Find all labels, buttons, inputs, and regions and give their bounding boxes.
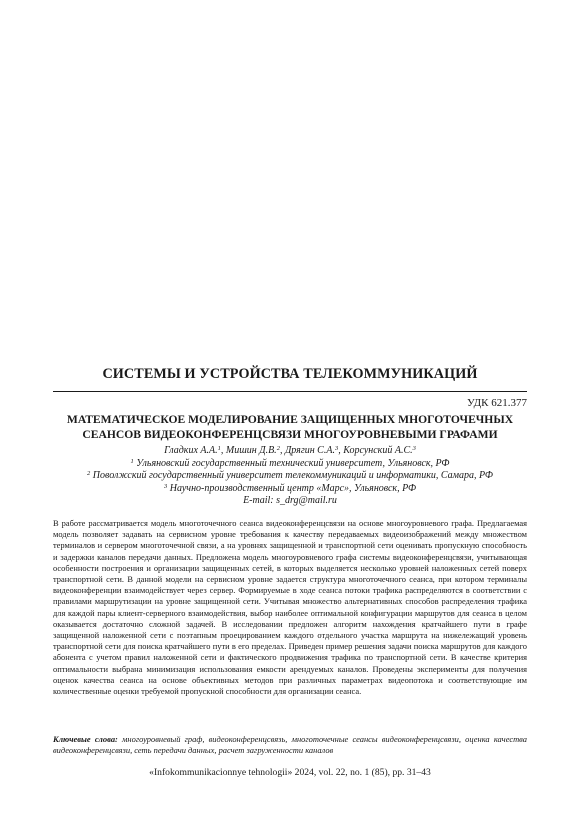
affiliation: [53, 470, 527, 483]
keywords: [53, 734, 527, 756]
keywords-text: многоуровневый граф, видеоконференцсвязь, многоточечные сеансы видеоконференцсвязи, оценка качества видеоконференцсвязи, сеть передачи данных, расчет загруженности каналов: [53, 734, 527, 756]
author-name: Дрягин С.А.: [284, 445, 335, 456]
author-affiliation-mark: 2: [276, 445, 280, 452]
affiliation-mark: 2: [87, 470, 91, 478]
contact-email: E-mail: s_drg@mail.ru: [243, 495, 337, 507]
author-affiliation-mark: 3: [334, 445, 339, 452]
affiliation-text: Ульяновский государственный технический университет, Ульяновск, РФ: [136, 457, 450, 469]
author-list: Гладких А.А.$^1$, Мишин Д.В.$^2$, Дрягин С.А.$^3$, Корсунский А.С.$^3$: [164, 445, 416, 456]
affiliation: [53, 483, 527, 496]
affiliation-mark: 3: [164, 482, 168, 490]
affiliation-text: Научно-производственный центр «Марс», Ульяновск, РФ: [169, 482, 416, 494]
author-affiliation-mark: 3: [412, 445, 416, 452]
article-title: [53, 413, 527, 442]
keywords-label: Ключевые слова:: [53, 734, 118, 744]
section-divider: [53, 391, 527, 392]
article-title-line-1: МАТЕМАТИЧЕСКОЕ МОДЕЛИРОВАНИЕ ЗАЩИЩЕННЫХ МНОГОТОЧЕЧНЫХ: [66, 413, 514, 426]
udk-code: УДК 621.377: [466, 397, 527, 409]
affiliation: [53, 458, 527, 471]
author-name: Гладких А.А.: [164, 445, 218, 456]
author-name: Корсунский А.С.: [343, 445, 413, 456]
journal-citation: «Infokommunikacionnye tehnologii» 2024, vol. 22, no. 1 (85), pp. 31–43: [149, 767, 431, 778]
section-heading: СИСТЕМЫ И УСТРОЙСТВА ТЕЛЕКОММУНИКАЦИЙ: [102, 366, 478, 382]
authors-block: [53, 445, 527, 508]
affiliation-mark: 1: [130, 457, 134, 465]
author-affiliation-mark: 1: [217, 445, 221, 452]
author-name: Мишин Д.В.: [225, 445, 277, 456]
affiliation-text: Поволжский государственный университет телекоммуникаций и информатики, Самара, РФ: [92, 470, 493, 482]
abstract-text: В работе рассматривается модель многоточечного сеанса видеоконференцсвязи на основе многоуровневого графа. Предлагаемая модель позволяет задавать на сервисном уровне требования к качеству передаваемых видеоизображений между множеством терминалов и сервером многоточечной связи, а на уровнях защищенной и транспортной сети оценивать пропускную способность и задержки каналов передачи данных. Предложена модель многоуровневого графа системы видеоконференцсвязи, учитывающая особенности построения и организации защищенных сетей, в которых выделяется несколько уровней наложенных сетей поверх транспортной сети. В данной модели на сервисном уровне задается структура многоточечного сеанса, при котором терминалы видеоконференции взаимодействует через сервер. Формируемые в ходе сеанса потоки трафика распределяются в соответствии с правилами маршрутизации на уровне защищенной сети. Учитывая множество альтернативных способов распределения трафика для каждой пары клиент-серверного взаимодействия, выбор наиболее оптимальной конфигурации маршрутов для сеанса в целом оказывается достаточно сложной задачей. В исследовании предложен алгоритм нахождения кратчайшего пути в графе защищенной наложенной сети с поэтапным проецированием каждого отдельного участка маршрута на нижележащий уровень транспортной сети для поиска кратчайшего пути в его пределах. Приведен пример решения задачи поиска маршрутов для каждого абонента с учетом правил наложенной сети и фактического продвижения трафика по транспортной сети. В качестве критерия оптимальности выбрана минимизация использования емкости арендуемых каналов. Проведены эксперименты для получения оценок качества сеанса на основе объективных методов при различных параметрах видеопотока и соответствующие им количественные оценки требуемой пропускной способности для организации сеанса.: [53, 518, 527, 697]
article-title-line-2: СЕАНСОВ ВИДЕОКОНФЕРЕНЦСВЯЗИ МНОГОУРОВНЕВЫМИ ГРАФАМИ: [82, 427, 498, 441]
